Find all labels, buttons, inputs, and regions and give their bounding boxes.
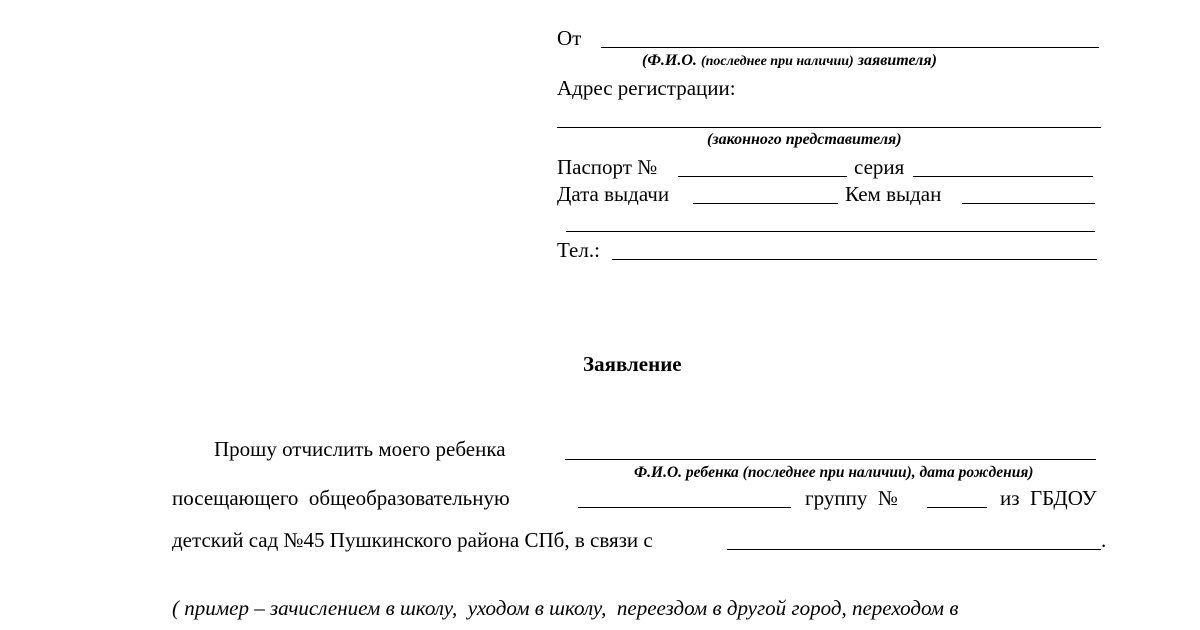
representative-caption: (законного представителя) (707, 131, 902, 148)
group-number-field[interactable] (927, 507, 987, 508)
group-type-field[interactable] (578, 507, 791, 508)
passport-number-field[interactable] (678, 176, 847, 177)
end-period: . (1101, 528, 1107, 552)
example-text: ( пример – зачислением в школу, уходом в школу, переездом в другой город, переходом в (172, 596, 959, 620)
from-label: От (557, 26, 582, 50)
phone-field[interactable] (612, 259, 1097, 260)
phone-label: Тел.: (557, 238, 600, 262)
fio-caption-part-3: заявителя) (857, 52, 937, 69)
attending-text: посещающего общеобразовательную (172, 486, 510, 510)
document-title: Заявление (583, 352, 682, 376)
address-label: Адрес регистрации: (557, 76, 736, 100)
fio-caption (642, 53, 937, 69)
fio-caption-part-1: (Ф.И.О. (642, 52, 697, 69)
passport-label: Паспорт № (557, 155, 658, 179)
series-label: серия (854, 155, 905, 179)
issued-by-field-continued[interactable] (566, 231, 1095, 232)
fio-caption-part-2: (последнее при наличии) (700, 54, 854, 69)
reason-field[interactable] (727, 549, 1101, 550)
issue-date-label: Дата выдачи (557, 182, 670, 206)
address-field[interactable] (557, 127, 1101, 128)
passport-series-field[interactable] (913, 176, 1093, 177)
applicant-name-field[interactable] (601, 47, 1099, 48)
child-caption: Ф.И.О. ребенка (последнее при наличии), дата рождения) (634, 464, 1034, 481)
child-name-field[interactable] (565, 459, 1096, 460)
group-text: группу № (805, 486, 898, 510)
request-text: Прошу отчислить моего ребенка (214, 437, 506, 461)
issued-by-field[interactable] (962, 203, 1095, 204)
kindergarten-text: детский сад №45 Пушкинского района СПб, в связи с (172, 528, 653, 552)
from-kindergarten-text: из ГБДОУ (1000, 486, 1097, 510)
issue-date-field[interactable] (693, 203, 838, 204)
issued-by-label: Кем выдан (845, 182, 942, 206)
